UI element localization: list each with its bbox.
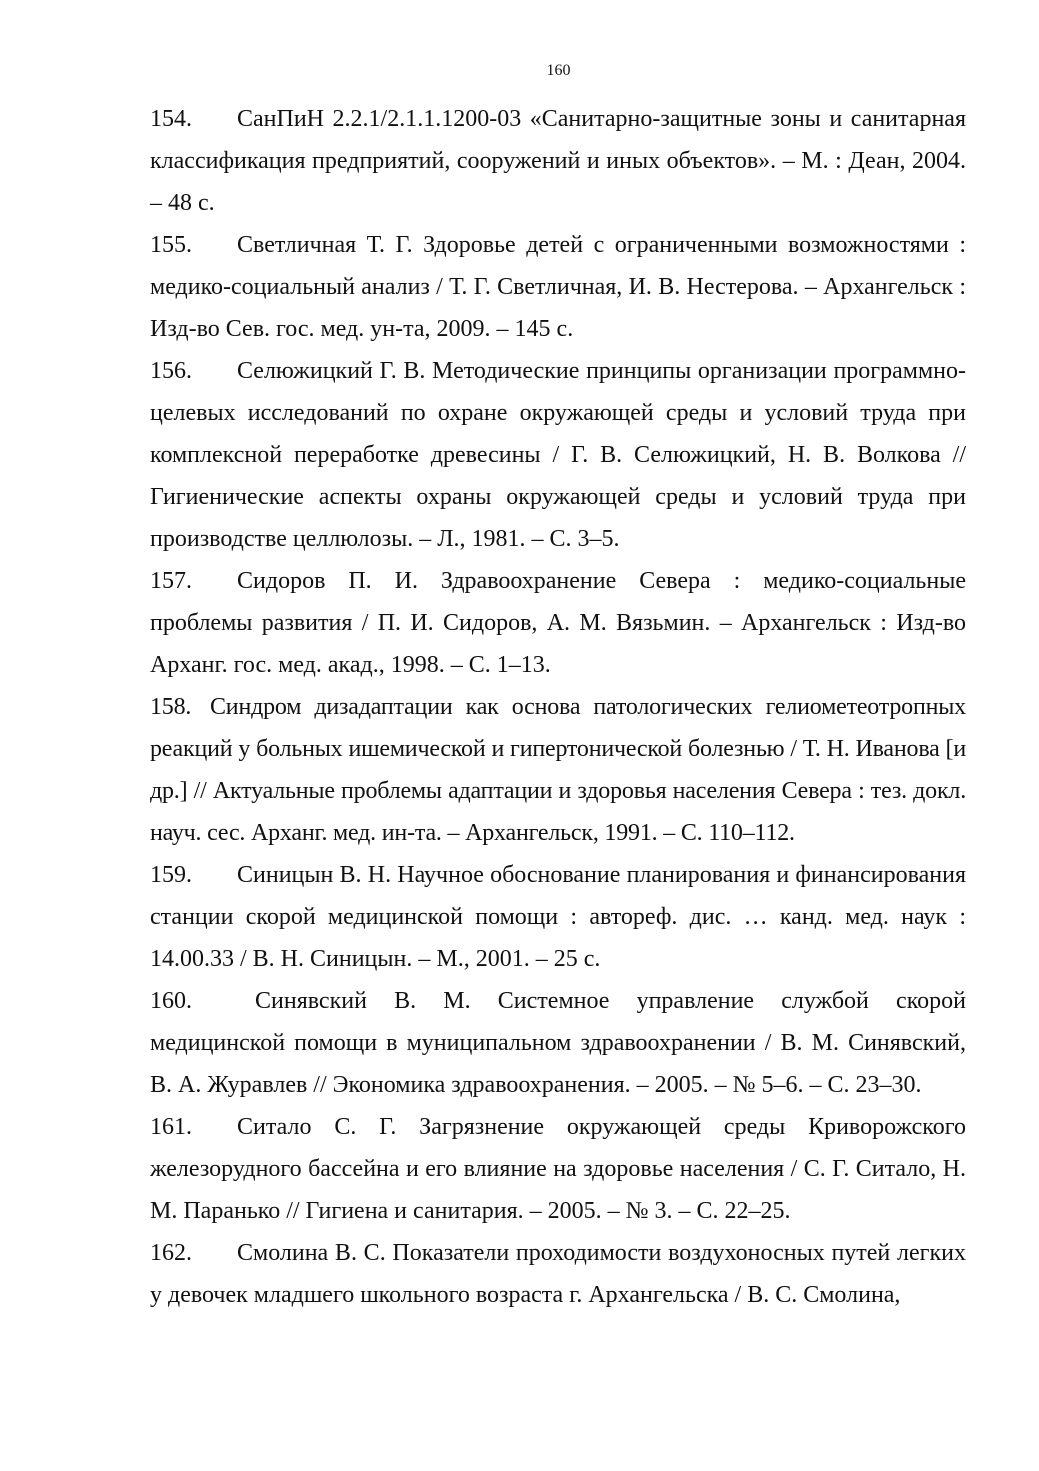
bibliography-entry (150, 686, 966, 854)
entry-text: Синицын В. Н. Научное обоснование планирования и финансирования станции скорой медицинской помощи : автореф. дис. … канд. мед. наук : 14.00.33 / В. Н. Синицын. – М., 2001. – 25 с. (150, 862, 966, 972)
entry-number: 154. (150, 106, 192, 132)
entry-number: 157. (150, 568, 192, 594)
bibliography-entry (150, 350, 966, 560)
entry-text: Смолина В. С. Показатели проходимости воздухоносных путей легких у девочек младшего школьного возраста г. Архангельска / В. С. Смолина, (150, 1240, 966, 1308)
entry-text: СанПиН 2.2.1/2.1.1.1200-03 «Санитарно-защитные зоны и санитарная классификация предприятий, сооружений и иных объектов». – М. : Деан, 2004. – 48 с. (150, 106, 966, 216)
page-number: 160 (546, 62, 571, 79)
entry-number: 161. (150, 1114, 192, 1140)
bibliography-list (150, 98, 966, 1316)
bibliography-entry (150, 98, 966, 224)
bibliography-entry (150, 980, 966, 1106)
entry-text: Синдром дизадаптации как основа патологических гелиометеотропных реакций у больных ишемической и гипертонической болезнью / Т. Н. Иванова [и др.] // Актуальные проблемы адаптации и здоровья населения Севера : тез. докл. науч. сес. Арханг. мед. ин-та. – Архангельск, 1991. – С. 110–112. (150, 694, 966, 846)
entry-number: 158. (150, 694, 192, 720)
entry-number: 162. (150, 1240, 192, 1266)
bibliography-entry (150, 560, 966, 686)
bibliography-entry (150, 1106, 966, 1232)
entry-number: 160. (150, 988, 192, 1014)
entry-number: 156. (150, 358, 192, 384)
entry-text: Светличная Т. Г. Здоровье детей с ограниченными возможностями : медико-социальный анализ / Т. Г. Светличная, И. В. Нестерова. – Архангельск : Изд-во Сев. гос. мед. ун-та, 2009. – 145 с. (150, 232, 966, 342)
bibliography-entry (150, 854, 966, 980)
entry-text: Сидоров П. И. Здравоохранение Севера : медико-социальные проблемы развития / П. И. Сидоров, А. М. Вязьмин. – Архангельск : Изд-во Арханг. гос. мед. акад., 1998. – С. 1–13. (150, 568, 966, 678)
entry-text: Синявский В. М. Системное управление службой скорой медицинской помощи в муниципальном здравоохранении / В. М. Синявский, В. А. Журавлев // Экономика здравоохранения. – 2005. – № 5–6. – С. 23–30. (150, 988, 966, 1098)
entry-number: 159. (150, 862, 192, 888)
bibliography-entry (150, 224, 966, 350)
bibliography-entry (150, 1232, 966, 1316)
entry-text: Ситало С. Г. Загрязнение окружающей среды Криворожского железорудного бассейна и его влияние на здоровье населения / С. Г. Ситало, Н. М. Паранько // Гигиена и санитария. – 2005. – № 3. – С. 22–25. (150, 1114, 966, 1224)
entry-number: 155. (150, 232, 192, 258)
entry-text: Селюжицкий Г. В. Методические принципы организации программно-целевых исследований по охране окружающей среды и условий труда при комплексной переработке древесины / Г. В. Селюжицкий, Н. В. Волкова // Гигиенические аспекты охраны окружающей среды и условий труда при производстве целлюлозы. – Л., 1981. – С. 3–5. (150, 358, 966, 552)
